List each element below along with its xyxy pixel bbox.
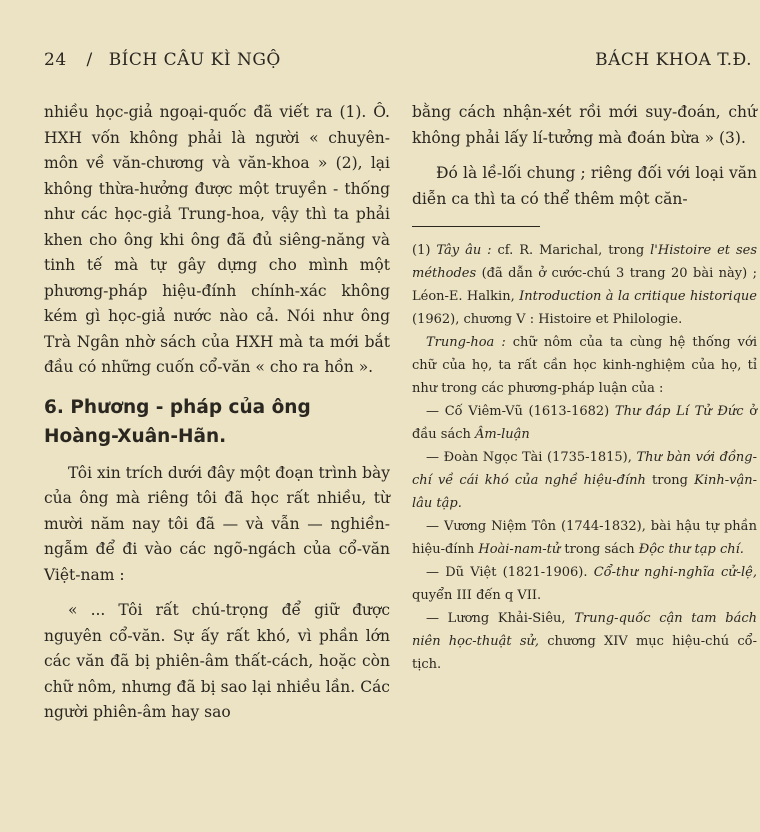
footnote-item-1-title-2: Âm-luận	[475, 427, 530, 442]
footnote-item-2-author: — Đoàn Ngọc Tài (1735-1815),	[426, 450, 632, 465]
header-left	[44, 50, 281, 70]
footnote-item-3-author: — Vương Niệm Tôn (1744-1832), bài hậu tự phần hiệu-đính	[412, 519, 757, 557]
footnotes	[412, 239, 757, 676]
footnote-item-2	[412, 446, 757, 515]
footnote-1-title-2: Introduction à la critique historique	[519, 289, 757, 304]
running-title: BÍCH CÂU KÌ NGỘ	[108, 50, 281, 70]
footnote-1-label: Tây âu :	[436, 243, 492, 258]
left-column	[44, 100, 390, 726]
footnote-item-4	[412, 561, 757, 607]
section-heading: 6. Phương - pháp của ông Hoàng-Xuân-Hãn.	[44, 396, 311, 447]
footnote-item-5-author: — Lương Khải-Siêu,	[426, 611, 566, 626]
footnote-item-3-text: trong sách	[564, 542, 635, 557]
footnote-1-text-c: (1962), chương V : Histoire et Philologie.	[412, 312, 683, 327]
footnote-1	[412, 239, 757, 331]
footnote-item-3	[412, 515, 757, 561]
right-column	[412, 100, 757, 676]
footnote-item-3-title: Hoài-nam-tử	[478, 542, 561, 557]
footnote-item-2-title: Thư bàn với đồng-chí về cái khó của nghề hiệu-đính	[412, 450, 757, 488]
footnote-1-marker: (1)	[412, 243, 431, 258]
header-separator: /	[86, 50, 93, 70]
footnote-item-4-title: Cổ-thư nghi-nghĩa cử-lệ,	[593, 565, 757, 580]
footnote-item-1	[412, 400, 757, 446]
footnote-item-4-author: — Dũ Việt (1821-1906).	[426, 565, 588, 580]
footnote-item-1-author: — Cố Viêm-Vũ (1613-1682)	[426, 404, 610, 419]
footnote-item-5-text: chương XIV mục hiệu-chú cổ-tịch.	[412, 634, 758, 672]
left-paragraph-2: Tôi xin trích dưới đây một đoạn trình bày của ông mà riêng tôi đã học rất nhiều, từ mười năm nay tôi đã — và vẫn — nghiền-ngẫm để đi vào các ngõ-ngách của cổ-văn Việt-nam :	[44, 463, 390, 584]
footnote-item-5	[412, 607, 757, 676]
right-paragraph-2: Đó là lề-lối chung ; riêng đối với loại văn diễn ca thì ta có thể thêm một căn-	[412, 164, 757, 208]
footnote-item-2-title-2: Kinh-vận-lâu tập.	[412, 473, 757, 511]
footnote-item-1-text: ở đầu sách	[412, 404, 758, 442]
footnote-rule	[412, 226, 540, 227]
footnote-trung-hoa-text: chữ nôm của ta cùng hệ thống với chữ của họ, ta rất cần học kinh-nghiệm của họ, tỉ như trong các phương-pháp luận của :	[412, 335, 757, 396]
footnote-item-4-text: quyển III đến q VII.	[412, 588, 542, 603]
footnote-1-title-1: l'Histoire et ses méthodes	[412, 243, 758, 281]
footnote-item-2-text: trong	[652, 473, 688, 488]
page-number: 24	[44, 50, 67, 70]
footnote-1-text-a: cf. R. Marichal, trong	[497, 243, 645, 258]
footnote-item-3-title-2: Độc thư tạp chí.	[638, 542, 744, 557]
left-quote-paragraph: « ... Tôi rất chú-trọng để giữ được nguyên cổ-văn. Sự ấy rất khó, vì phần lớn các văn đã bị phiên-âm thất-cách, hoặc còn chữ nôm, nhưng đã bị sao lại nhiều lần. Các người phiên-âm hay sao	[44, 601, 390, 721]
footnote-item-1-title: Thư đáp Lí Tử Đức	[614, 404, 744, 419]
page-header	[44, 50, 752, 80]
footnote-1-text-b: (đã dẫn ở cước-chú 3 trang 20 bài này) ; Léon-E. Halkin,	[412, 266, 757, 304]
left-paragraph-1: nhiều học-giả ngoại-quốc đã viết ra (1). Ô. HXH vốn không phải là người « chuyên-môn về văn-chương và văn-khoa » (2), lại không thừa-hưởng được một truyền - thống như các học-giả Trung-hoa, vậy thì ta phải khen cho ông khi ông đã đủ siêng-năng và tinh tế mà tự gây dựng cho mình một phương-pháp hiệu-đính chính-xác không kém gì học-giả nước nào cả. Nói như ông Trà Ngân nhờ sách của HXH mà ta mới bắt đầu có những cuốn cổ-văn « cho ra hồn ».	[44, 103, 390, 376]
right-paragraph-1: bằng cách nhận-xét rồi mới suy-đoán, chứ không phải lấy lí-tưởng mà đoán bừa » (3).	[412, 103, 757, 147]
footnote-item-5-title: Trung-quốc cận tam bách niên học-thuật sử,	[412, 611, 757, 649]
journal-name: BÁCH KHOA T.Đ.	[595, 50, 752, 70]
footnote-trung-hoa-label: Trung-hoa :	[426, 335, 506, 350]
footnote-trung-hoa	[412, 331, 757, 400]
